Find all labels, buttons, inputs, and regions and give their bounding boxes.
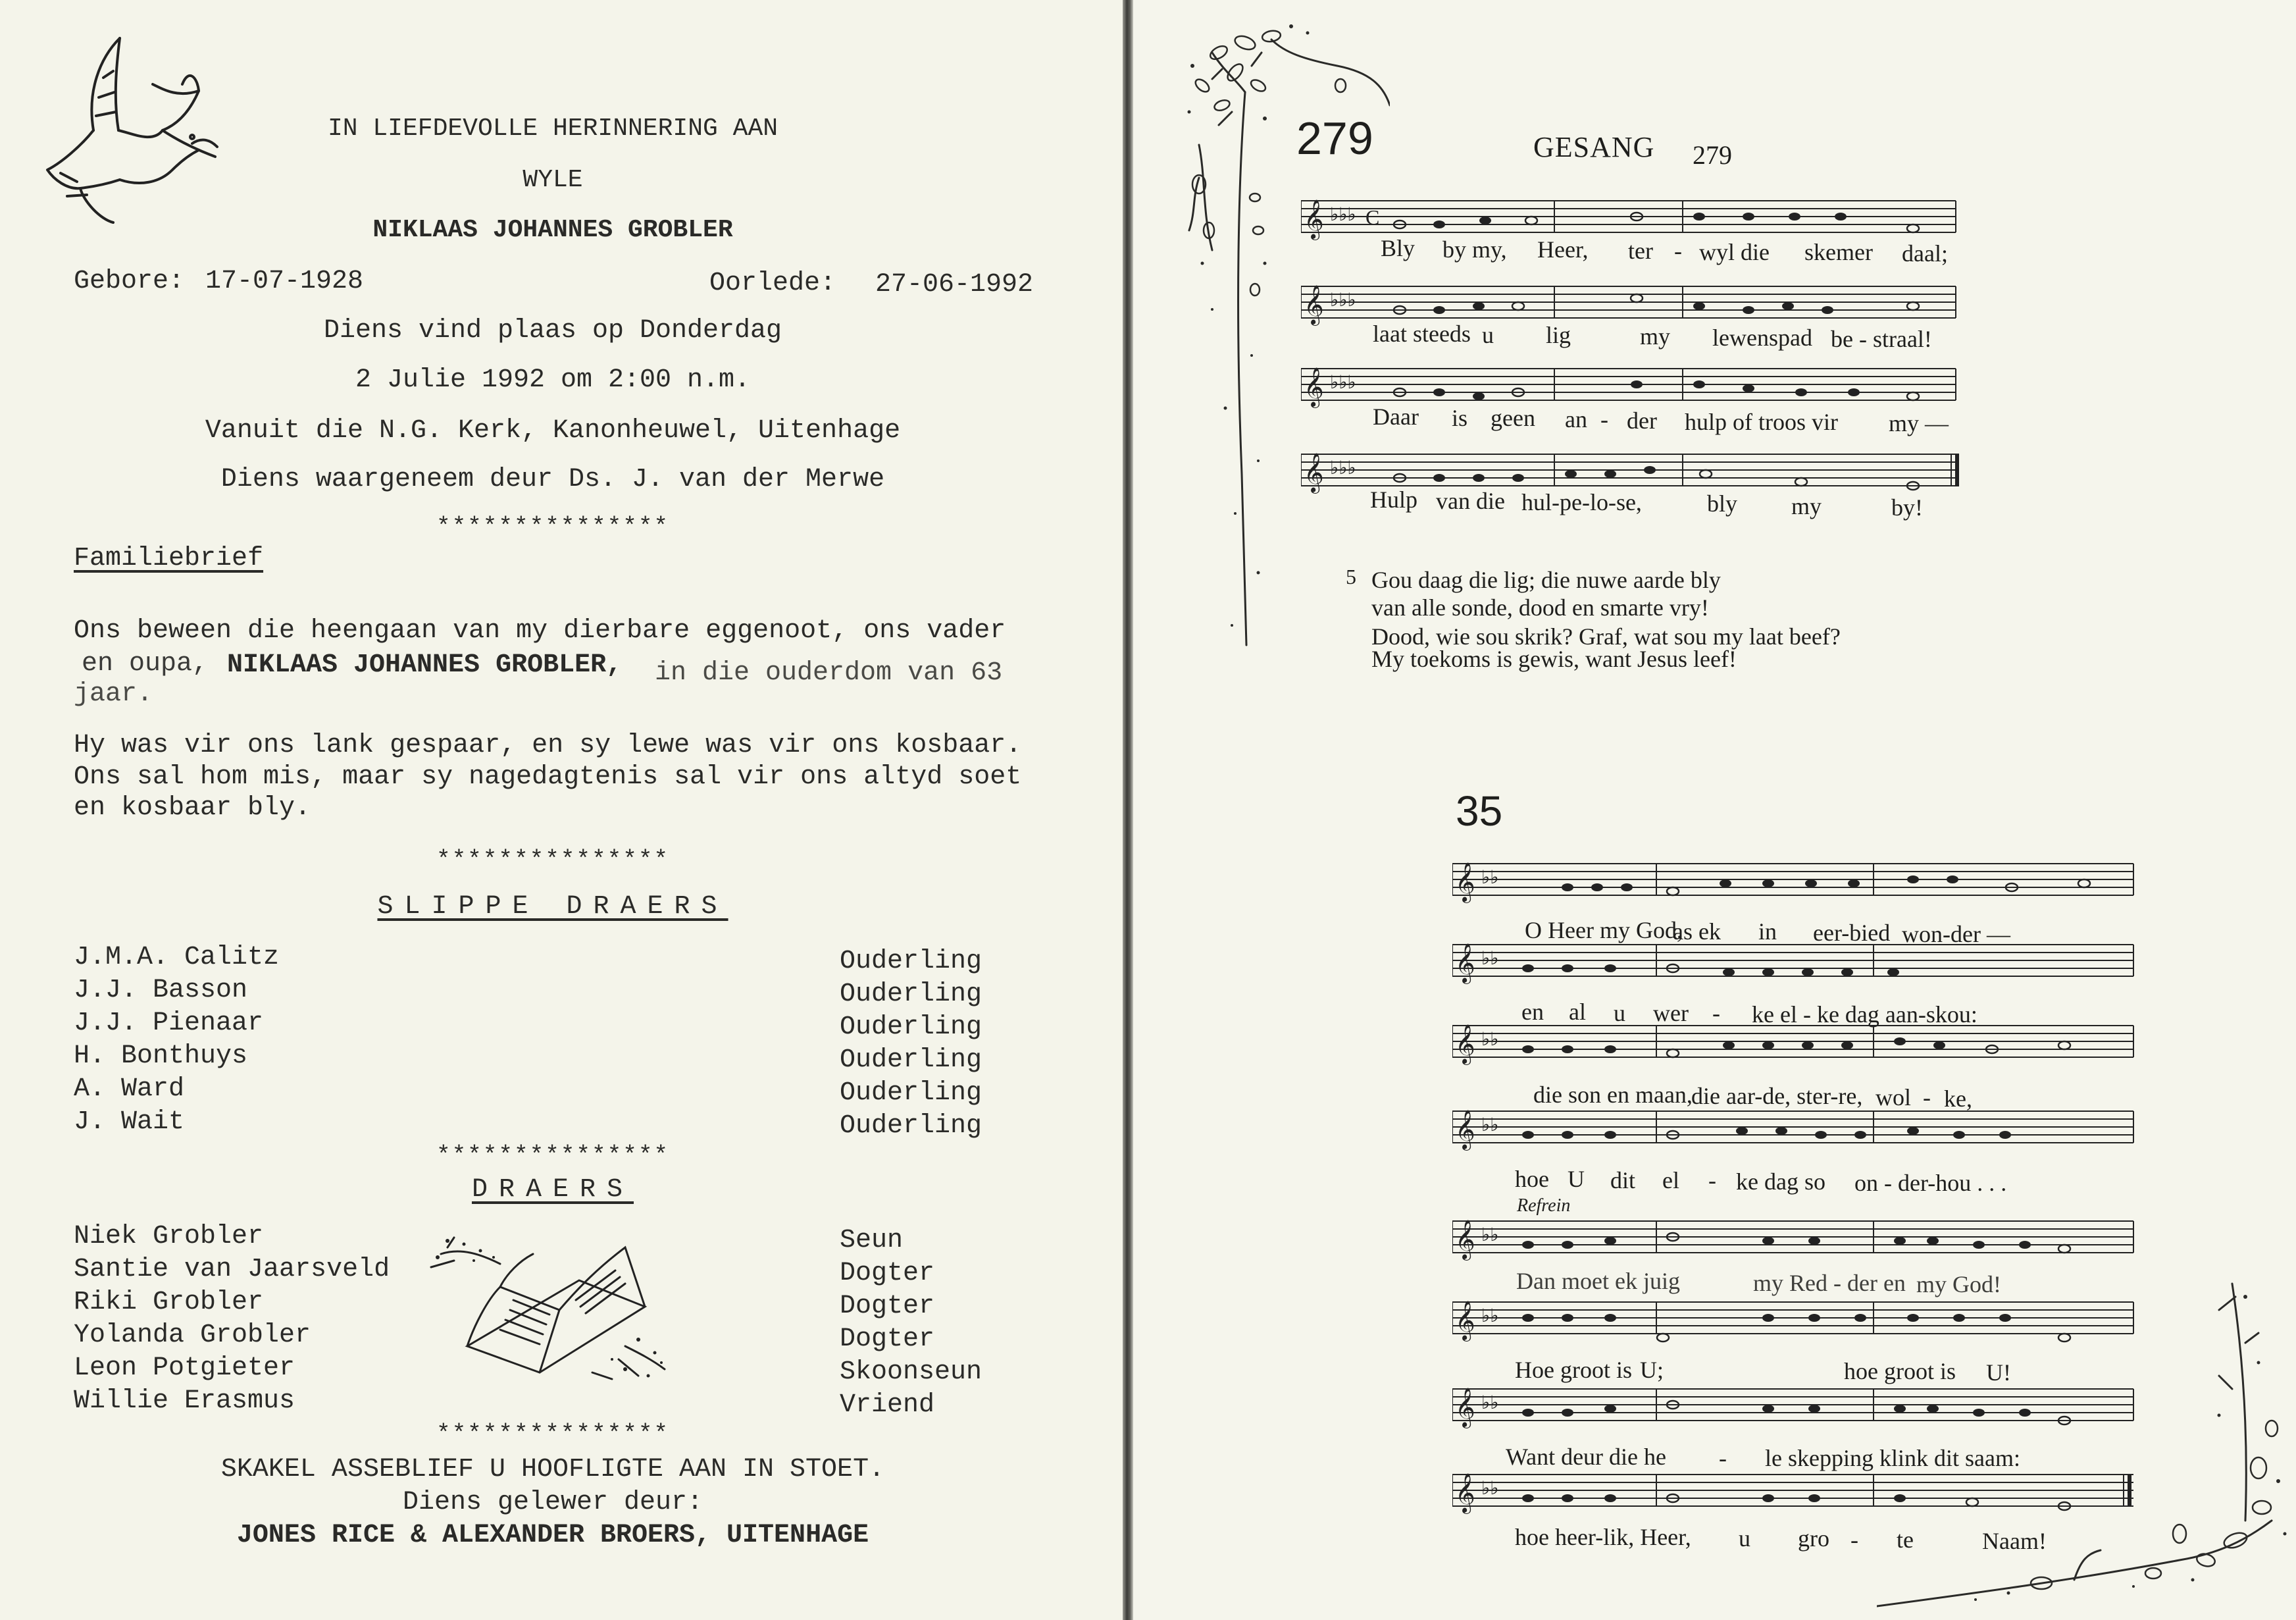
verse-line: My toekoms is gewis, want Jesus leef! bbox=[1371, 646, 1737, 672]
honorary-bearer-role: Ouderling bbox=[840, 980, 982, 1009]
lyric-syllable: - bbox=[1850, 1527, 1858, 1553]
lyric-syllable: Dan moet ek juig bbox=[1516, 1268, 1680, 1294]
lyric-syllable: Hoe groot is bbox=[1515, 1357, 1632, 1383]
lyric-syllable: - bbox=[1719, 1445, 1727, 1471]
deceased-name: NIKLAAS JOHANNES GROBLER bbox=[372, 216, 733, 244]
born-date: 17-07-1928 bbox=[205, 267, 364, 296]
music-staff bbox=[1301, 194, 1959, 240]
family-letter-heading: Familiebrief bbox=[74, 544, 264, 573]
lyric-syllable: hulp of troos vir bbox=[1685, 409, 1838, 435]
family-letter-line: Ons sal hom mis, maar sy nagedagtenis sal vir ons altyd soet bbox=[74, 762, 1022, 792]
music-staff bbox=[1301, 280, 1959, 326]
lyric-syllable: hoe heer-lik, Heer, bbox=[1515, 1524, 1691, 1550]
svg-text:𝄞: 𝄞 bbox=[1455, 1473, 1475, 1513]
svg-text:♭♭: ♭♭ bbox=[1481, 1392, 1499, 1413]
lyric-syllable: Bly bbox=[1381, 235, 1416, 261]
pallbearer-relation: Seun bbox=[840, 1226, 904, 1255]
verse-line: Gou daag die lig; die nuwe aarde bly bbox=[1371, 567, 1721, 593]
lyric-syllable: Heer, bbox=[1537, 236, 1589, 263]
separator: *************** bbox=[436, 1421, 670, 1448]
family-letter-name: NIKLAAS JOHANNES GROBLER, bbox=[227, 650, 623, 680]
lyric-syllable: al bbox=[1569, 999, 1586, 1025]
svg-text:𝄞: 𝄞 bbox=[1455, 1301, 1475, 1340]
svg-text:♭♭: ♭♭ bbox=[1481, 1477, 1499, 1499]
svg-text:𝄞: 𝄞 bbox=[1304, 199, 1324, 239]
hymn-number-large: 279 bbox=[1296, 113, 1373, 164]
lyric-syllable: by! bbox=[1891, 494, 1923, 521]
lyric-syllable: u bbox=[1739, 1525, 1750, 1552]
lyric-syllable: - bbox=[1674, 238, 1682, 264]
pallbearer-relation: Dogter bbox=[840, 1259, 935, 1288]
honorary-bearer-role: Ouderling bbox=[840, 947, 982, 976]
service-officiant: Diens waargeneem deur Ds. J. van der Merwe bbox=[220, 465, 885, 494]
lyric-syllable: is bbox=[1452, 405, 1468, 431]
lyric-syllable: u bbox=[1614, 1000, 1625, 1026]
pallbearer-name: Santie van Jaarsveld bbox=[74, 1255, 390, 1284]
svg-text:𝄞: 𝄞 bbox=[1304, 453, 1324, 492]
lyric-syllable: hoe groot is bbox=[1844, 1358, 1956, 1384]
svg-text:♭♭: ♭♭ bbox=[1481, 1305, 1499, 1326]
pallbearer-relation: Dogter bbox=[840, 1292, 935, 1321]
lyric-syllable: by my, bbox=[1442, 236, 1507, 263]
lyric-syllable: as ek bbox=[1673, 918, 1721, 945]
lyric-syllable: my Red - der en bbox=[1753, 1270, 1906, 1296]
lyric-syllable: hul-pe-lo-se, bbox=[1521, 489, 1642, 515]
memorial-heading: IN LIEFDEVOLLE HERINNERING AAN bbox=[327, 115, 778, 143]
lyric-syllable: die son en maan, bbox=[1533, 1082, 1693, 1108]
refrain-label: Refrein bbox=[1517, 1195, 1571, 1216]
hymn-sheet-page bbox=[1133, 0, 2296, 1620]
page-fold bbox=[1123, 0, 1133, 1620]
hymn-title-number: 279 bbox=[1693, 140, 1732, 170]
honorary-bearer-role: Ouderling bbox=[840, 1045, 982, 1075]
lyric-syllable: wol bbox=[1875, 1084, 1911, 1110]
svg-text:♭♭♭: ♭♭♭ bbox=[1330, 203, 1356, 225]
lyric-syllable: my — bbox=[1889, 410, 1949, 436]
lyric-syllable: el bbox=[1662, 1167, 1679, 1193]
svg-text:♭♭: ♭♭ bbox=[1481, 947, 1499, 969]
lyric-syllable: lig bbox=[1546, 322, 1571, 348]
lyric-syllable: gro bbox=[1798, 1525, 1829, 1552]
memorial-subheading: WYLE bbox=[523, 166, 583, 194]
lyric-syllable: lewenspad bbox=[1712, 325, 1812, 351]
lyric-syllable: geen bbox=[1491, 405, 1535, 431]
family-letter-line: Ons beween die heengaan van my dierbare eggenoot, ons vader bbox=[74, 616, 1006, 646]
svg-text:♭♭: ♭♭ bbox=[1481, 866, 1499, 888]
lyric-syllable: en bbox=[1521, 999, 1544, 1025]
died-date: 27-06-1992 bbox=[875, 270, 1034, 300]
lyric-syllable: on - der-hou . . . bbox=[1854, 1170, 2007, 1196]
lyric-syllable: an bbox=[1565, 406, 1587, 432]
honorary-bearer-name: H. Bonthuys bbox=[74, 1041, 248, 1071]
undertaker-name: JONES RICE & ALEXANDER BROERS, UITENHAGE bbox=[236, 1521, 869, 1550]
svg-text:♭♭: ♭♭ bbox=[1481, 1224, 1499, 1245]
undertaker-label: Diens gelewer deur: bbox=[402, 1488, 703, 1517]
lyric-syllable: Daar bbox=[1373, 404, 1419, 430]
lyric-syllable: - bbox=[1923, 1084, 1931, 1110]
lyric-syllable: wer bbox=[1653, 1000, 1689, 1026]
honorary-bearer-name: J. Wait bbox=[74, 1107, 185, 1137]
svg-text:𝄞: 𝄞 bbox=[1304, 285, 1324, 325]
floral-vine-decoration bbox=[1173, 13, 1390, 658]
svg-text:𝄞: 𝄞 bbox=[1455, 1110, 1475, 1149]
family-letter-line: en kosbaar bly. bbox=[74, 793, 311, 823]
family-letter-line: jaar. bbox=[74, 679, 153, 709]
lyric-syllable: van die bbox=[1436, 488, 1505, 514]
lyric-syllable: ke, bbox=[1944, 1085, 1972, 1112]
lyric-syllable: be - straal! bbox=[1831, 326, 1932, 352]
music-staff bbox=[1452, 1382, 2137, 1428]
lyric-syllable: U! bbox=[1986, 1359, 2011, 1386]
separator: *************** bbox=[436, 847, 670, 874]
verse-number: 5 bbox=[1346, 565, 1356, 588]
service-date-time: 2 Julie 1992 om 2:00 n.m. bbox=[355, 365, 751, 395]
lyric-syllable: laat steeds bbox=[1373, 321, 1471, 347]
separator: *************** bbox=[436, 1142, 670, 1169]
lyric-syllable: Naam! bbox=[1982, 1528, 2047, 1554]
music-staff bbox=[1452, 1105, 2137, 1151]
open-book-icon bbox=[428, 1228, 671, 1386]
pallbearer-name: Willie Erasmus bbox=[74, 1386, 295, 1416]
lyric-syllable: my God! bbox=[1916, 1271, 2001, 1297]
family-letter-line: en oupa, bbox=[82, 649, 209, 679]
honorary-bearer-name: J.M.A. Calitz bbox=[74, 943, 280, 972]
lyric-syllable: te bbox=[1897, 1527, 1914, 1553]
lyric-syllable: Want deur die he bbox=[1506, 1444, 1667, 1470]
lyric-syllable: ke dag so bbox=[1736, 1168, 1825, 1195]
lyric-syllable: - bbox=[1600, 406, 1608, 432]
music-staff bbox=[1301, 362, 1959, 408]
svg-text:♭♭: ♭♭ bbox=[1481, 1028, 1499, 1050]
lyric-syllable: Hulp bbox=[1370, 486, 1417, 513]
died-label: Oorlede: bbox=[709, 269, 836, 298]
lyric-syllable: in bbox=[1758, 918, 1777, 945]
lyric-syllable: U; bbox=[1640, 1357, 1664, 1383]
music-staff bbox=[1452, 1468, 2137, 1514]
dove-icon bbox=[41, 32, 225, 229]
service-day: Diens vind plaas op Donderdag bbox=[323, 316, 782, 346]
svg-text:𝄞: 𝄞 bbox=[1455, 862, 1475, 902]
lyric-syllable: bly bbox=[1707, 490, 1738, 517]
honorary-bearer-name: J.J. Basson bbox=[74, 976, 248, 1005]
lyric-syllable: skemer bbox=[1804, 239, 1873, 265]
hymn-number-large: 35 bbox=[1456, 787, 1503, 835]
lyric-syllable: le skepping klink dit saam: bbox=[1765, 1445, 2020, 1471]
hymn-title: GESANG bbox=[1533, 131, 1655, 163]
lyric-syllable: my bbox=[1791, 493, 1822, 519]
svg-text:𝄞: 𝄞 bbox=[1455, 943, 1475, 983]
svg-text:𝄞: 𝄞 bbox=[1455, 1024, 1475, 1064]
lyric-syllable: - bbox=[1708, 1167, 1716, 1193]
svg-text:𝄞: 𝄞 bbox=[1304, 367, 1324, 407]
lyric-syllable: der bbox=[1627, 407, 1657, 434]
lyric-syllable: - bbox=[1712, 1000, 1720, 1026]
family-letter-line: in die ouderdom van 63 bbox=[655, 658, 1003, 688]
svg-text:♭♭♭: ♭♭♭ bbox=[1330, 371, 1356, 393]
lyric-syllable: my bbox=[1640, 323, 1671, 350]
lyric-syllable: won-der — bbox=[1902, 921, 2010, 947]
honorary-bearer-role: Ouderling bbox=[840, 1111, 982, 1141]
lyric-syllable: U bbox=[1568, 1166, 1585, 1192]
lyric-syllable: ke el - ke dag aan-skou: bbox=[1752, 1001, 1977, 1028]
svg-text:♭♭: ♭♭ bbox=[1481, 1114, 1499, 1136]
procession-notice: SKAKEL ASSEBLIEF U HOOFLIGTE AAN IN STOET. bbox=[220, 1455, 885, 1484]
lyric-syllable: u bbox=[1482, 322, 1494, 348]
music-staff bbox=[1452, 1215, 2137, 1261]
svg-text:♭♭♭: ♭♭♭ bbox=[1330, 289, 1356, 311]
lyric-syllable: eer-bied bbox=[1813, 920, 1891, 946]
music-staff bbox=[1452, 938, 2137, 984]
honorary-bearer-name: A. Ward bbox=[74, 1074, 185, 1104]
family-letter-line: Hy was vir ons lank gespaar, en sy lewe was vir ons kosbaar. bbox=[74, 731, 1022, 760]
funeral-program-page bbox=[0, 0, 1124, 1620]
music-staff bbox=[1452, 1019, 2137, 1065]
svg-text:𝄞: 𝄞 bbox=[1455, 1220, 1475, 1259]
svg-text:♭♭♭: ♭♭♭ bbox=[1330, 457, 1356, 479]
verse-line: Dood, wie sou skrik? Graf, wat sou my laat beef? bbox=[1371, 623, 1841, 650]
honorary-bearer-role: Ouderling bbox=[840, 1012, 982, 1042]
pallbearer-relation: Skoonseun bbox=[840, 1357, 982, 1387]
lyric-syllable: hoe bbox=[1515, 1166, 1549, 1192]
lyric-syllable: O Heer my God, bbox=[1525, 917, 1683, 943]
lyric-syllable: wyl die bbox=[1699, 239, 1770, 265]
separator: *************** bbox=[436, 513, 670, 540]
music-staff bbox=[1452, 857, 2137, 903]
lyric-syllable: ter bbox=[1628, 238, 1653, 264]
svg-text:𝄞: 𝄞 bbox=[1455, 1388, 1475, 1427]
music-staff bbox=[1452, 1295, 2137, 1348]
pallbearer-name: Riki Grobler bbox=[74, 1288, 264, 1317]
lyric-syllable: daal; bbox=[1902, 240, 1948, 267]
pallbearers-honorary-heading: SLIPPE DRAERS bbox=[377, 892, 728, 922]
pallbearer-name: Yolanda Grobler bbox=[74, 1320, 311, 1350]
pallbearer-name: Niek Grobler bbox=[74, 1222, 264, 1251]
honorary-bearer-name: J.J. Pienaar bbox=[74, 1008, 264, 1038]
pallbearer-relation: Dogter bbox=[840, 1324, 935, 1354]
verse-line: van alle sonde, dood en smarte vry! bbox=[1371, 594, 1709, 621]
pallbearer-name: Leon Potgieter bbox=[74, 1353, 295, 1383]
service-venue: Vanuit die N.G. Kerk, Kanonheuwel, Uitenhage bbox=[205, 416, 901, 446]
honorary-bearer-role: Ouderling bbox=[840, 1078, 982, 1108]
svg-text:C: C bbox=[1365, 205, 1380, 229]
lyric-syllable: die aar-de, ster-re, bbox=[1691, 1083, 1863, 1109]
pallbearer-relation: Vriend bbox=[840, 1390, 935, 1420]
born-label: Gebore: bbox=[74, 267, 185, 296]
lyric-syllable: dit bbox=[1610, 1167, 1636, 1193]
pallbearers-heading: DRAERS bbox=[471, 1175, 634, 1205]
